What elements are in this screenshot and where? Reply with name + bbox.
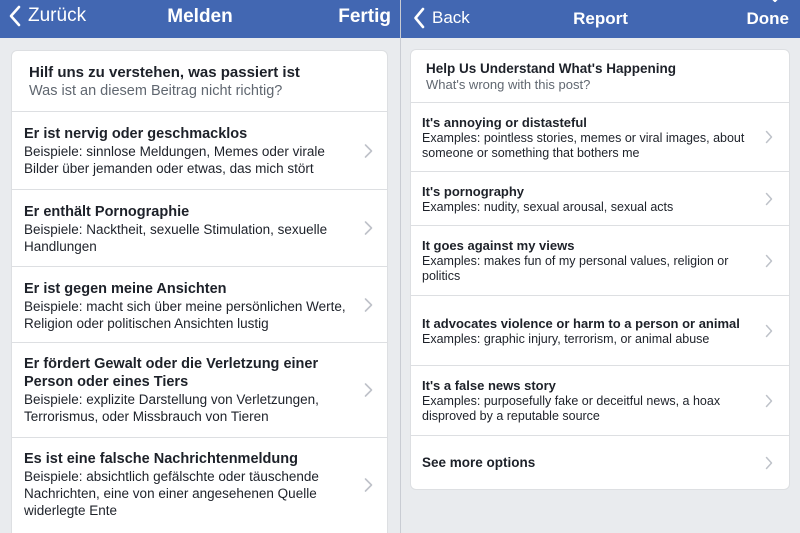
option-description: Beispiele: Nacktheit, sexuelle Stimulation, sexuelle Handlungen [24,222,328,254]
report-options-card [11,50,388,533]
back-label: Zurück [28,5,87,26]
report-option-annoying[interactable] [12,112,387,190]
option-description: Beispiele: explizite Darstellung von Verletzungen, Terrorismus, oder Missbrauch von Tieren [24,392,319,424]
chevron-right-icon [364,477,373,492]
option-title: See more options [422,455,536,470]
chevron-right-icon [765,130,773,144]
done-button[interactable]: Done [746,9,789,28]
navigation-bar [0,0,400,38]
done-button[interactable]: Fertig [338,6,391,27]
report-option-false-news[interactable] [12,438,387,531]
option-title: It goes against my views [422,238,575,253]
report-option-against-views[interactable] [12,267,387,343]
chevron-right-icon [765,254,773,268]
option-description: Beispiele: absichtlich gefälschte oder täuschende Nachrichten, eine von einer angesehenen Quelle widerlegte Ente [24,469,319,518]
report-option-pornography[interactable] [12,190,387,267]
option-title: Er ist gegen meine Ansichten [24,281,227,297]
report-option-violence[interactable] [12,343,387,438]
report-option-against-views[interactable] [411,226,789,296]
report-options-card [410,49,790,490]
option-description: Beispiele: sinnlose Meldungen, Memes oder virale Bilder über jemanden oder etwas, das mich stört [24,144,325,176]
see-more-options[interactable] [411,436,789,489]
chevron-right-icon [364,297,373,312]
chevron-right-icon [364,143,373,158]
report-option-annoying[interactable] [411,103,789,172]
chevron-right-icon [765,192,773,206]
close-icon[interactable] [766,0,784,6]
card-title: Help Us Understand What's Happening [426,61,676,76]
chevron-right-icon [364,383,373,398]
option-title: It's annoying or distasteful [422,115,587,130]
report-option-violence[interactable] [411,296,789,366]
option-title: Er ist nervig oder geschmacklos [24,126,248,142]
chevron-right-icon [765,456,773,470]
option-title: It advocates violence or harm to a person or animal [422,316,740,331]
option-description: Examples: nudity, sexual arousal, sexual acts [422,200,674,214]
chevron-right-icon [765,324,773,338]
navigation-bar [401,0,800,38]
card-header [411,50,789,103]
page-title: Report [573,9,628,28]
option-title: It's pornography [422,184,525,199]
option-title: It's a false news story [422,378,556,393]
report-option-false-news[interactable] [411,366,789,436]
card-subtitle: What's wrong with this post? [426,77,591,92]
card-header [12,51,387,112]
card-subtitle: Was ist an diesem Beitrag nicht richtig? [29,83,283,99]
report-option-pornography[interactable] [411,172,789,226]
option-description: Examples: purposefully fake or deceitful news, a hoax disproved by a reputable source [422,394,721,423]
option-title: Er fördert Gewalt oder die Verletzung einer Person oder eines Tiers [24,356,319,390]
back-label: Back [432,8,470,27]
option-description: Examples: graphic injury, terrorism, or animal abuse [422,332,710,346]
chevron-right-icon [765,394,773,408]
option-description: Examples: makes fun of my personal values, religion or politics [422,254,729,283]
report-screen-english [401,0,800,533]
option-description: Beispiele: macht sich über meine persönlichen Werte, Religion oder politischen Ansichten lustig [24,299,346,331]
option-description: Examples: pointless stories, memes or viral images, about someone or something that bothers me [422,131,745,160]
page-title: Melden [167,6,233,27]
card-title: Hilf uns zu verstehen, was passiert ist [29,64,300,81]
option-title: Er enthält Pornographie [24,204,190,220]
chevron-right-icon [364,221,373,236]
option-title: Es ist eine falsche Nachrichtenmeldung [24,451,298,467]
